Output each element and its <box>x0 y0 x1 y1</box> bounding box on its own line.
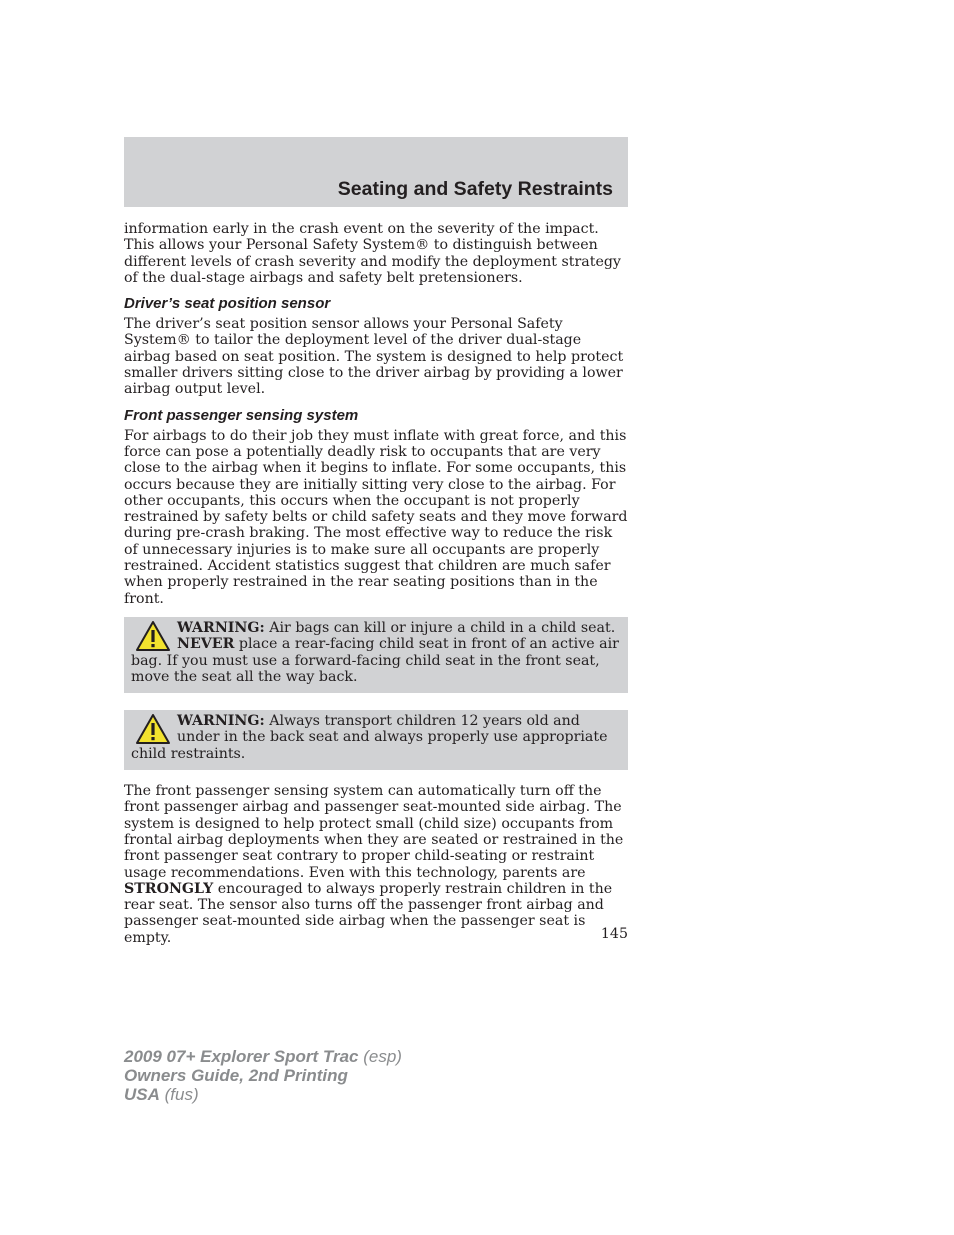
drivers-seat-sensor-paragraph: The driver’s seat position sensor allows your Personal Safety System® to tailor the deployment level of the driver dual-stage airbag based on seat position. The system is designed to help protect smaller drivers sitting close to the driver airbag by providing a lower airbag output level. <box>124 316 624 398</box>
warning-triangle-icon <box>135 620 171 652</box>
footer-model-code: (esp) <box>358 1047 402 1066</box>
intro-paragraph: information early in the crash event on the severity of the impact. This allows your Personal Safety System® to distinguish between different levels of crash severity and modify the deployment strategy of the dual-stage airbags and safety belt pretensioners. <box>124 221 621 286</box>
passenger-sensing-paragraph: For airbags to do their job they must inflate with great force, and this force can pose a potentially deadly risk to occupants that are very close to the airbag when it begins to inflate. For some occupants, this occurs because they are initially sitting very close to the airbag. For other occupants, this occurs when the occupant is not properly restrained by safety belts or child safety seats and they move forward during pre-crash braking. The most effective way to reduce the risk of unnecessary injuries is to make sure all occupants are properly restrained. Accident statistics suggest that children are much safer when properly restrained in the rear seating positions than in the front. <box>124 427 628 607</box>
footer-line-1 <box>124 1047 402 1066</box>
footer-line-2: Owners Guide, 2nd Printing <box>124 1066 348 1085</box>
warning-triangle-icon <box>135 713 171 745</box>
footer-line-3 <box>124 1085 402 1104</box>
page-content <box>124 221 628 946</box>
drivers-seat-sensor-heading: Driver’s seat position sensor <box>124 295 331 313</box>
warning-text: Air bags can kill or injure a child in a child seat. <box>264 619 616 636</box>
footer-market: USA <box>124 1085 160 1104</box>
closing-text-b: encouraged to always properly restrain children in the rear seat. The sensor also turns off the passenger front airbag and passenger seat-mounted side airbag when the passenger seat is empty. <box>124 880 613 946</box>
warning-box-child-seat <box>124 617 628 693</box>
passenger-sensing-heading: Front passenger sensing system <box>124 406 359 424</box>
section-title: Seating and Safety Restraints <box>337 178 613 200</box>
warning-text: Always transport children 12 years old and under in the back seat and always properly use appropriate child restraints. <box>131 713 608 762</box>
closing-paragraph <box>124 783 628 946</box>
warning-label: WARNING: <box>177 713 265 730</box>
footer-model: 2009 07+ Explorer Sport Trac <box>124 1047 359 1066</box>
warning-box-rear-seat <box>124 710 628 770</box>
closing-strongly: STRONGLY <box>124 880 214 897</box>
closing-text-a: The front passenger sensing system can automatically turn off the front passenger airbag and passenger seat-mounted side airbag. The system is designed to help protect small (child size) occupants from frontal airbag deployments when they are seated or restrained in the front passenger seat contrary to proper child-seating or restraint usage recommendations. Even with this technology, parents are <box>124 783 624 881</box>
warning-never: NEVER <box>177 636 235 653</box>
footer-market-code: (fus) <box>159 1085 199 1104</box>
warning-label: WARNING: <box>177 619 265 636</box>
warning-text: place a rear-facing child seat in front of an active air bag. If you must use a forward-facing child seat in the front seat, move the seat all the way back. <box>131 636 619 685</box>
page-number: 145 <box>600 926 628 942</box>
section-header-band <box>124 137 628 207</box>
footer-imprint <box>124 1047 402 1104</box>
